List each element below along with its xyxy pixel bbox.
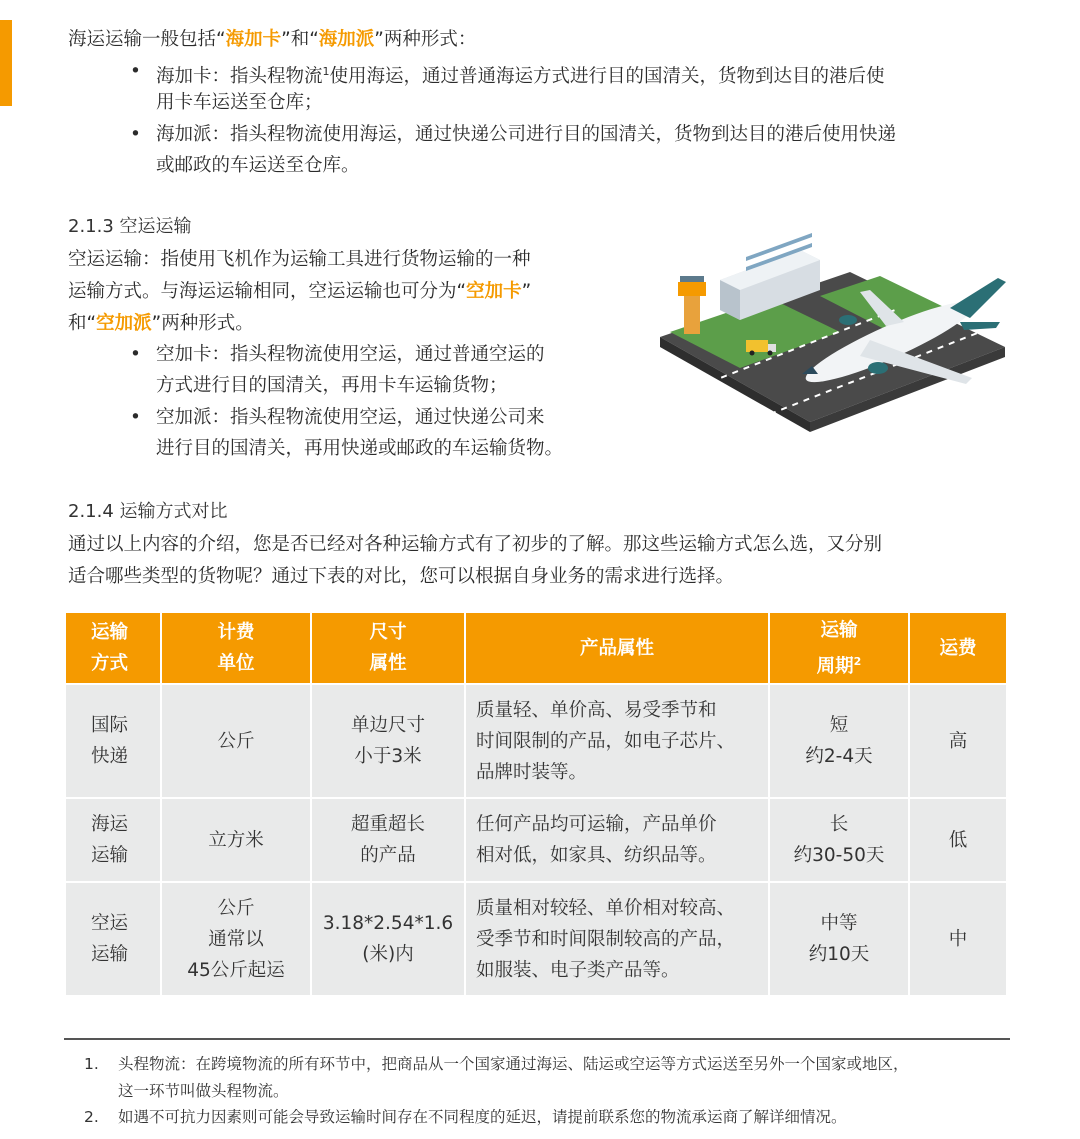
header-cycle: 运输 周期$^2$ — [770, 613, 908, 683]
table-header-row — [66, 613, 1006, 683]
cell-fee: 高 — [910, 685, 1006, 797]
header-product: 产品属性 — [466, 613, 768, 683]
airport-illustration — [650, 232, 1010, 460]
air-bullet-1-line-1: 空加卡：指头程物流使用空运，通过普通空运的 — [156, 344, 545, 365]
compare-heading: 2.1.4 运输方式对比 — [68, 501, 228, 522]
air-line-1: 空运运输：指使用飞机作为运输工具进行货物运输的一种 — [68, 249, 531, 270]
footnote-1 — [84, 1050, 1044, 1106]
footnote-2-line-1: 如遇不可抗力因素则可能会导致运输时间存在不同程度的延迟，请提前联系您的物流承运商了解详细情况。 — [118, 1108, 847, 1126]
cell-size: 超重超长 的产品 — [312, 799, 464, 881]
comparison-table — [64, 611, 1008, 997]
table-row — [66, 883, 1006, 995]
compare-line-1: 通过以上内容的介绍，您是否已经对各种运输方式有了初步的了解。那这些运输方式怎么选，又分别 — [68, 534, 883, 555]
sea-intro — [68, 24, 476, 55]
air-bullet-1-line-2: 方式进行目的国清关，再用卡车运输货物； — [156, 375, 508, 396]
cell-fee: 低 — [910, 799, 1006, 881]
table-row — [66, 685, 1006, 797]
cell-product: 质量相对较轻、单价相对较高、 受季节和时间限制较高的产品， 如服装、电子类产品等。 — [466, 883, 768, 995]
header-fee: 运费 — [910, 613, 1006, 683]
air-line-3: 和“空加派”两种形式。 — [68, 313, 254, 334]
cell-size: 单边尺寸 小于3米 — [312, 685, 464, 797]
compare-line-2: 适合哪些类型的货物呢？通过下表的对比，您可以根据自身业务的需求进行选择。 — [68, 566, 735, 587]
cell-product: 质量轻、单价高、易受季节和 时间限制的产品，如电子芯片、 品牌时装等。 — [466, 685, 768, 797]
cell-unit: 公斤 通常以 45公斤起运 — [162, 883, 310, 995]
cell-mode: 海运 运输 — [66, 799, 160, 881]
sea-hl-2: 海加派 — [318, 29, 375, 50]
air-bullet-1 — [130, 339, 650, 401]
cell-mode: 空运 运输 — [66, 883, 160, 995]
sea-bullet-2-line-2: 或邮政的车运送至仓库。 — [156, 155, 360, 176]
cell-unit: 立方米 — [162, 799, 310, 881]
sea-hl-1: 海加卡 — [225, 29, 282, 50]
bullet-dot: • — [130, 124, 141, 145]
sea-bullet-1-line-2: 用卡车运送至仓库； — [156, 92, 323, 113]
air-hl-2: 空加派 — [96, 313, 152, 334]
sea-bullet-1 — [130, 56, 1030, 118]
cell-product: 任何产品均可运输，产品单价 相对低，如家具、纺织品等。 — [466, 799, 768, 881]
footnote-ref-1: 1 — [322, 65, 330, 78]
cell-cycle: 长 约30-50天 — [770, 799, 908, 881]
sea-bullet-1-line-1: 海加卡：指头程物流$^1$使用海运，通过普通海运方式进行目的国清关，货物到达目的港后使 — [156, 65, 885, 87]
footnote-2-number: 2. — [84, 1108, 99, 1126]
air-bullet-2 — [130, 402, 650, 464]
control-tower — [684, 294, 700, 334]
accent-bar — [0, 20, 12, 106]
footnote-ref-2: 2 — [853, 654, 862, 668]
air-bullet-2-line-2: 进行目的国清关，再用快递或邮政的车运输货物。 — [156, 438, 564, 459]
bullet-dot: • — [130, 407, 141, 428]
header-size: 尺寸 属性 — [312, 613, 464, 683]
footnote-1-line-1: 头程物流：在跨境物流的所有环节中，把商品从一个国家通过海运、陆运或空运等方式运送至另外一个国家或地区， — [118, 1055, 909, 1073]
sea-intro-mid: ”和“ — [281, 29, 319, 50]
cell-cycle: 中等 约10天 — [770, 883, 908, 995]
table-row — [66, 799, 1006, 881]
header-unit: 计费 单位 — [162, 613, 310, 683]
cell-unit: 公斤 — [162, 685, 310, 797]
sea-intro-post: ”两种形式： — [374, 29, 477, 50]
bullet-dot: • — [130, 61, 141, 82]
footnote-divider — [64, 1038, 1010, 1040]
footnote-2 — [84, 1103, 1044, 1131]
air-hl-1: 空加卡 — [466, 281, 522, 302]
air-heading: 2.1.3 空运运输 — [68, 216, 192, 237]
sea-bullet-2 — [130, 119, 1030, 181]
cell-fee: 中 — [910, 883, 1006, 995]
cell-size: 3.18*2.54*1.6 (米)内 — [312, 883, 464, 995]
air-line-2: 运输方式。与海运运输相同，空运运输也可分为“空加卡” — [68, 281, 532, 302]
bullet-dot: • — [130, 344, 141, 365]
air-bullet-2-line-1: 空加派：指头程物流使用空运，通过快递公司来 — [156, 407, 545, 428]
cell-mode: 国际 快递 — [66, 685, 160, 797]
sea-bullet-2-line-1: 海加派：指头程物流使用海运，通过快递公司进行目的国清关，货物到达目的港后使用快递 — [156, 124, 897, 145]
footnote-1-number: 1. — [84, 1055, 99, 1073]
cell-cycle: 短 约2-4天 — [770, 685, 908, 797]
sea-intro-pre: 海运运输一般包括“ — [68, 29, 226, 50]
footnote-1-line-2: 这一环节叫做头程物流。 — [118, 1082, 289, 1100]
header-mode: 运输 方式 — [66, 613, 160, 683]
